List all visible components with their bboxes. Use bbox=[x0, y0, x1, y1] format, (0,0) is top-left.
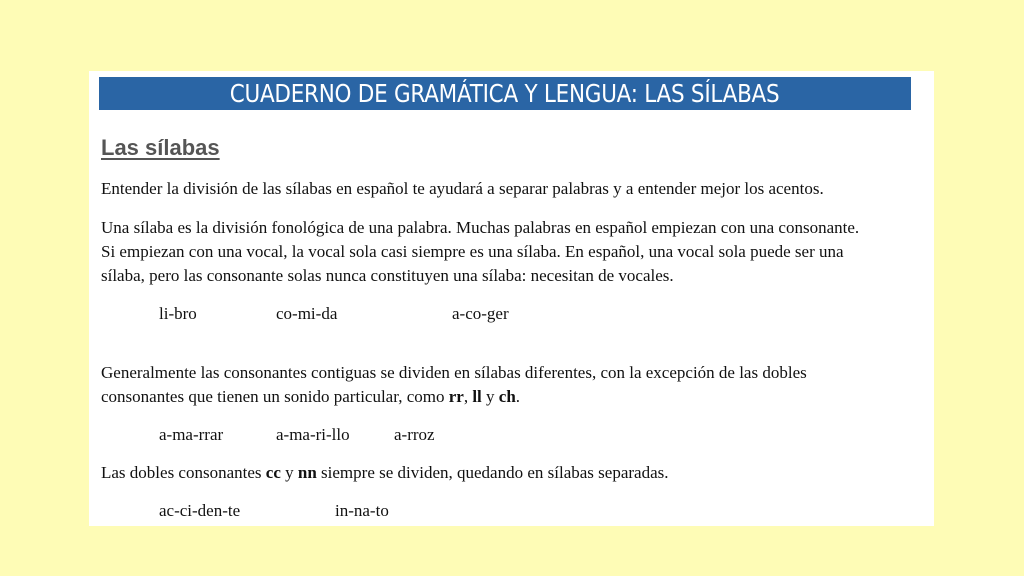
example-word: a-co-ger bbox=[452, 304, 509, 323]
definition-line-2: Si empiezan con una vocal, la vocal sola casi siempre es una sílaba. En español, una vocal sola puede ser una bbox=[101, 242, 844, 261]
section-heading: Las sílabas bbox=[101, 135, 220, 160]
ch-highlight: ch bbox=[498, 387, 516, 406]
example-word: in-na-to bbox=[335, 501, 389, 520]
double-consonants-line bbox=[101, 461, 669, 485]
example-word: co-mi-da bbox=[276, 304, 338, 323]
rr-highlight: rr bbox=[448, 387, 464, 406]
double-consonants-end: siempre se dividen, quedando en sílabas separadas. bbox=[316, 463, 669, 482]
definition-line-3: sílaba, pero las consonante solas nunca constituyen una sílaba: necesitan de vocales. bbox=[101, 266, 674, 285]
definition-line-1: Una sílaba es la división fonológica de una palabra. Muchas palabras en español empiezan con una consonante. bbox=[101, 218, 860, 237]
cc-highlight: cc bbox=[265, 463, 281, 482]
intro-paragraph: Entender la división de las sílabas en español te ayudará a separar palabras y a entender mejor los acentos. bbox=[101, 179, 824, 198]
banner-title: CUADERNO DE GRAMÁTICA Y LENGUA: LAS SÍLABAS bbox=[230, 79, 780, 108]
conjunction-text: y bbox=[280, 463, 298, 482]
conjunction-text: y bbox=[481, 387, 499, 406]
period-text: . bbox=[515, 387, 521, 406]
document-page bbox=[89, 71, 934, 526]
example-word: li-bro bbox=[159, 304, 197, 323]
consonants-line-2 bbox=[101, 385, 520, 409]
nn-highlight: nn bbox=[297, 463, 317, 482]
title-banner bbox=[99, 77, 911, 110]
ll-highlight: ll bbox=[472, 387, 482, 406]
example-word: ac-ci-den-te bbox=[159, 501, 241, 520]
example-word: a-ma-rrar bbox=[159, 425, 224, 444]
example-word: a-ma-ri-llo bbox=[276, 425, 350, 444]
double-consonants-text: Las dobles consonantes bbox=[101, 463, 266, 482]
consonants-text: consonantes que tienen un sonido particular, como bbox=[101, 387, 449, 406]
consonants-line-1: Generalmente las consonantes contiguas se dividen en sílabas diferentes, con la excepción de las dobles bbox=[101, 363, 807, 382]
example-word: a-rroz bbox=[394, 425, 435, 444]
separator-text: , bbox=[463, 387, 473, 406]
